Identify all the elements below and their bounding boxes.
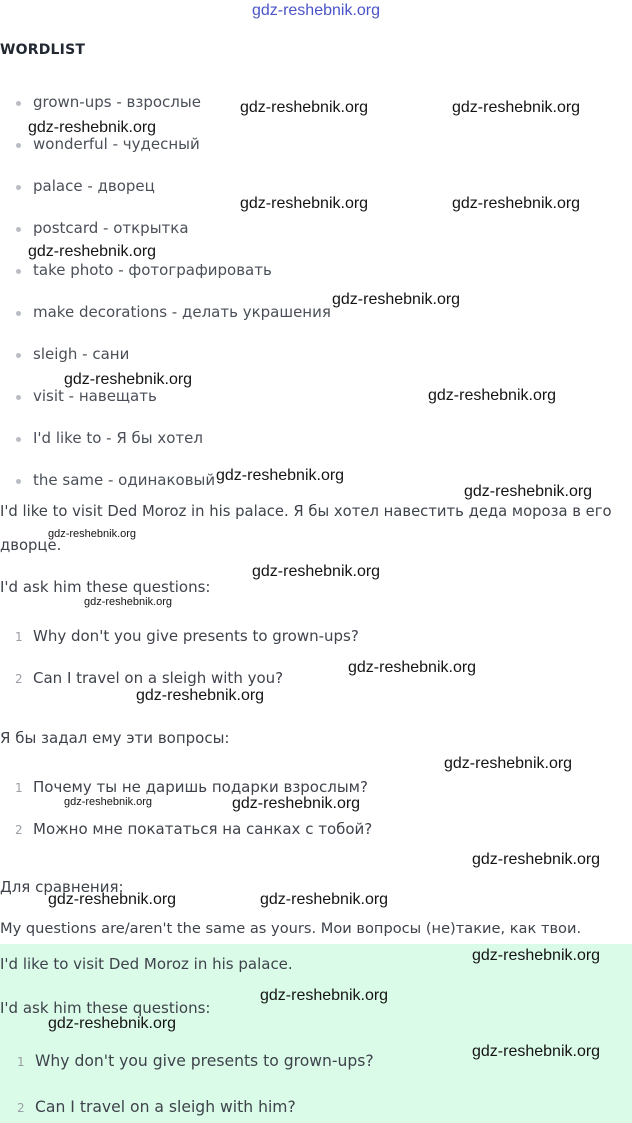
watermark: gdz-reshebnik.org (348, 659, 477, 676)
bullet-icon (16, 101, 21, 106)
wordlist-item: make decorations - делать украшения (33, 303, 331, 321)
question-text: Можно мне покататься на санках с тобой? (33, 820, 373, 838)
question-number: 2 (15, 672, 23, 686)
wordlist-item: grown-ups - взрослые (33, 93, 201, 111)
question-number: 1 (15, 630, 23, 644)
watermark: gdz-reshebnik.org (472, 947, 601, 964)
watermark: gdz-reshebnik.org (28, 119, 157, 136)
watermark: gdz-reshebnik.org (28, 243, 157, 260)
watermark: gdz-reshebnik.org (452, 99, 581, 116)
watermark: gdz-reshebnik.org (216, 467, 345, 484)
watermark: gdz-reshebnik.org (64, 796, 153, 808)
bullet-icon (16, 353, 21, 358)
question-text: Почему ты не даришь подарки взрослым? (33, 778, 368, 796)
ask-intro-en: I'd ask him these questions: (0, 578, 211, 596)
watermark: gdz-reshebnik.org (232, 795, 361, 812)
bullet-icon (16, 437, 21, 442)
wordlist-item: I'd like to - Я бы хотел (33, 429, 203, 447)
watermark: gdz-reshebnik.org (452, 195, 581, 212)
wordlist-item: take photo - фотографировать (33, 261, 272, 279)
wordlist-item: visit - навещать (33, 387, 157, 405)
wordlist-item: sleigh - сани (33, 345, 130, 363)
ask-intro-ru: Я бы задал ему эти вопросы: (0, 729, 230, 747)
wordlist-item: the same - одинаковый (33, 471, 216, 489)
wordlist-item: wonderful - чудесный (33, 135, 200, 153)
question-text: Why don't you give presents to grown-ups? (33, 627, 359, 645)
question-number: 2 (15, 823, 23, 837)
watermark: gdz-reshebnik.org (84, 596, 173, 608)
bullet-icon (16, 227, 21, 232)
watermark: gdz-reshebnik.org (240, 99, 369, 116)
watermark: gdz-reshebnik.org (240, 195, 369, 212)
watermark: gdz-reshebnik.org (428, 387, 557, 404)
watermark: gdz-reshebnik.org (444, 755, 573, 772)
watermark: gdz-reshebnik.org (464, 483, 593, 500)
answer-line: I'd ask him these questions: (0, 999, 211, 1017)
watermark: gdz-reshebnik.org (260, 891, 389, 908)
paragraph-line: I'd like to visit Ded Moroz in his palace. Я бы хотел навестить деда мороза в его (0, 503, 612, 520)
watermark: gdz-reshebnik.org (472, 1043, 601, 1060)
question-number: 1 (15, 781, 23, 795)
watermark: gdz-reshebnik.org (64, 371, 193, 388)
question-text: Why don't you give presents to grown-ups? (35, 1052, 374, 1070)
compare-sentence: My questions are/aren't the same as yours. Мои вопросы (не)такие, как твои. (0, 920, 582, 937)
wordlist-item: palace - дворец (33, 177, 155, 195)
watermark: gdz-reshebnik.org (332, 291, 461, 308)
question-text: Can I travel on a sleigh with you? (33, 669, 284, 687)
bullet-icon (16, 269, 21, 274)
watermark: gdz-reshebnik.org (48, 528, 137, 540)
question-number: 2 (17, 1101, 25, 1115)
paragraph-line: дворце. (0, 537, 62, 554)
bullet-icon (16, 185, 21, 190)
bullet-icon (16, 479, 21, 484)
watermark: gdz-reshebnik.org (252, 563, 381, 580)
question-text: Can I travel on a sleigh with him? (35, 1098, 296, 1116)
bullet-icon (16, 311, 21, 316)
watermark: gdz-reshebnik.org (472, 851, 601, 868)
answer-line: I'd like to visit Ded Moroz in his palace. (0, 955, 293, 973)
question-number: 1 (17, 1055, 25, 1069)
watermark: gdz-reshebnik.org (48, 1015, 177, 1032)
wordlist-item: postcard - открытка (33, 219, 189, 237)
bullet-icon (16, 143, 21, 148)
header-watermark: gdz-reshebnik.org (251, 2, 381, 19)
watermark: gdz-reshebnik.org (136, 687, 265, 704)
wordlist-title: WORDLIST (0, 42, 86, 58)
watermark: gdz-reshebnik.org (48, 891, 177, 908)
watermark: gdz-reshebnik.org (260, 987, 389, 1004)
compare-label: Для сравнения: (0, 878, 124, 896)
bullet-icon (16, 395, 21, 400)
